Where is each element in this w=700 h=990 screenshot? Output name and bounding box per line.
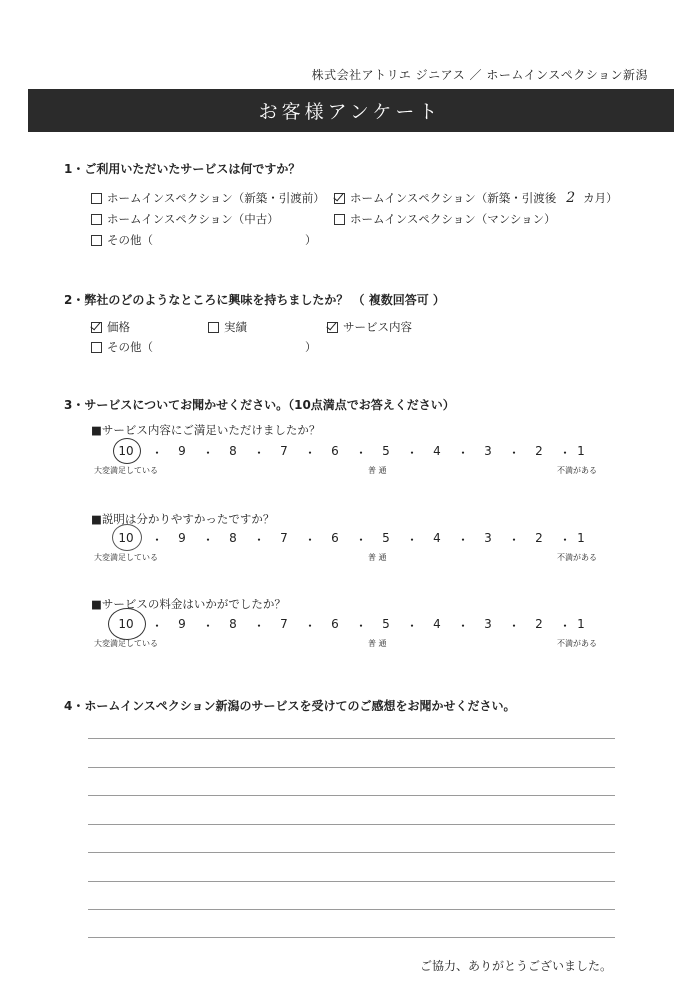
- q3-item-3-dot: ・: [304, 619, 317, 633]
- q2-option-other-checkbox[interactable]: [91, 342, 102, 353]
- q3-item-1-selection-circle: [113, 438, 141, 464]
- comment-line: [88, 824, 615, 825]
- q3-item-1-score-1[interactable]: 1: [577, 444, 585, 458]
- q2-option-other-close: ）: [305, 340, 317, 354]
- q3-item-1-score-10[interactable]: 10: [118, 444, 134, 458]
- q3-item-1-score-8[interactable]: 8: [229, 444, 237, 458]
- q3-item-3-score-10[interactable]: 10: [118, 617, 134, 631]
- q3-item-3-dot: ・: [355, 619, 368, 633]
- q3-item-2-score-7[interactable]: 7: [280, 531, 288, 545]
- q2-option-record[interactable]: [208, 319, 247, 335]
- q2-option-record-checkbox[interactable]: [208, 322, 219, 333]
- q2-option-other[interactable]: [91, 339, 153, 355]
- comment-line: [88, 852, 615, 853]
- q2-option-price[interactable]: [91, 319, 130, 335]
- q1-option-4-checkbox[interactable]: [334, 214, 345, 225]
- q1-option-4[interactable]: [334, 211, 556, 227]
- q1-option-2[interactable]: [334, 190, 618, 206]
- q3-item-1-score-4[interactable]: 4: [433, 444, 441, 458]
- q3-item-2-score-10[interactable]: 10: [118, 531, 134, 545]
- q3-item-2-dot: ・: [355, 533, 368, 547]
- q3-item-1-score-5[interactable]: 5: [382, 444, 390, 458]
- q3-item-1-score-2[interactable]: 2: [535, 444, 543, 458]
- q3-item-1-label-high: 大変満足している: [94, 466, 158, 475]
- q1-option-2-suffix: カ月）: [583, 191, 618, 205]
- q3-item-2-label-mid: 普 通: [368, 553, 387, 562]
- q4-heading: 4・ホームインスペクション新潟のサービスを受けてのご感想をお聞かせください。: [64, 699, 516, 713]
- q1-option-3-label: ホームインスペクション（中古）: [107, 212, 279, 226]
- q3-item-2-dot: ・: [559, 533, 572, 547]
- q1-option-1-label: ホームインスペクション（新築・引渡前）: [107, 191, 325, 205]
- q2-option-service-label: サービス内容: [343, 320, 412, 334]
- q3-heading: 3・サービスについてお聞かせください。（10点満点でお答えください）: [64, 398, 455, 412]
- company-name: 株式会社アトリエ ジニアス ／ ホームインスペクション新潟: [311, 68, 648, 82]
- q3-item-1-dot: ・: [304, 446, 317, 460]
- q1-option-3-checkbox[interactable]: [91, 214, 102, 225]
- q3-item-2-scale[interactable]: [0, 531, 700, 571]
- q1-option-1[interactable]: [91, 190, 325, 206]
- q1-option-2-months-value[interactable]: 2: [566, 190, 576, 206]
- q1-option-1-checkbox[interactable]: [91, 193, 102, 204]
- q3-item-1-score-9[interactable]: 9: [178, 444, 186, 458]
- comment-line: [88, 937, 615, 938]
- q3-item-1-label-low: 不満がある: [557, 466, 597, 475]
- q3-item-1-dot: ・: [202, 446, 215, 460]
- q3-item-1-score-3[interactable]: 3: [484, 444, 492, 458]
- q1-option-other-checkbox[interactable]: [91, 235, 102, 246]
- q2-heading: 2・弊社のどのようなところに興味を持ちましたか？ （ 複数回答可 ）: [64, 293, 445, 307]
- q3-item-1-dot: ・: [559, 446, 572, 460]
- q1-heading: 1・ご利用いただいたサービスは何ですか？: [64, 162, 301, 176]
- q3-item-3-score-3[interactable]: 3: [484, 617, 492, 631]
- q3-item-3-selection-circle: [108, 608, 146, 640]
- q1-option-4-label: ホームインスペクション（マンション）: [350, 212, 556, 226]
- q3-item-3-dot: ・: [559, 619, 572, 633]
- q3-item-3-score-9[interactable]: 9: [178, 617, 186, 631]
- q3-item-1-dot: ・: [406, 446, 419, 460]
- q3-item-3-label-high: 大変満足している: [94, 639, 158, 648]
- comment-line: [88, 795, 615, 796]
- comment-line: [88, 881, 615, 882]
- q1-option-other-close: ）: [305, 233, 317, 247]
- q3-item-1-label-mid: 普 通: [368, 466, 387, 475]
- thanks-message: ご協力、ありがとうございました。: [419, 959, 612, 973]
- comment-line: [88, 767, 615, 768]
- q1-option-other-label: その他（: [107, 233, 153, 247]
- q3-item-3-dot: ・: [253, 619, 266, 633]
- q1-option-3[interactable]: [91, 211, 279, 227]
- q3-item-2-score-4[interactable]: 4: [433, 531, 441, 545]
- q3-item-3-dot: ・: [508, 619, 521, 633]
- q2-option-price-checkbox[interactable]: [91, 322, 102, 333]
- q2-option-record-label: 実績: [224, 320, 247, 334]
- q3-item-3-score-7[interactable]: 7: [280, 617, 288, 631]
- q3-item-2-label-high: 大変満足している: [94, 553, 158, 562]
- q3-item-1-dot: ・: [151, 446, 164, 460]
- q3-item-2-score-3[interactable]: 3: [484, 531, 492, 545]
- q3-item-3-score-8[interactable]: 8: [229, 617, 237, 631]
- page-title: お客様アンケート: [258, 101, 442, 123]
- q1-option-2-checkbox[interactable]: [334, 193, 345, 204]
- q3-item-3-score-5[interactable]: 5: [382, 617, 390, 631]
- q3-item-2-question: ■説明は分かりやすかったですか？: [91, 512, 275, 526]
- q1-option-other[interactable]: [91, 232, 153, 248]
- q3-item-3-score-2[interactable]: 2: [535, 617, 543, 631]
- q3-item-1-dot: ・: [355, 446, 368, 460]
- comment-line: [88, 909, 615, 910]
- q3-item-3-scale[interactable]: [0, 617, 700, 657]
- q3-item-2-score-2[interactable]: 2: [535, 531, 543, 545]
- q3-item-3-dot: ・: [406, 619, 419, 633]
- q3-item-3-dot: ・: [151, 619, 164, 633]
- q3-item-2-dot: ・: [508, 533, 521, 547]
- q2-option-other-label: その他（: [107, 340, 153, 354]
- q3-item-1-dot: ・: [508, 446, 521, 460]
- q3-item-3-question: ■サービスの料金はいかがでしたか？: [91, 597, 286, 611]
- q3-item-3-dot: ・: [457, 619, 470, 633]
- q3-item-1-dot: ・: [253, 446, 266, 460]
- q3-item-3-dot: ・: [202, 619, 215, 633]
- q3-item-1-score-7[interactable]: 7: [280, 444, 288, 458]
- q3-item-2-score-8[interactable]: 8: [229, 531, 237, 545]
- q3-item-2-score-6[interactable]: 6: [331, 531, 339, 545]
- q2-option-price-label: 価格: [107, 320, 130, 334]
- q3-item-3-label-low: 不満がある: [557, 639, 597, 648]
- q3-item-2-dot: ・: [151, 533, 164, 547]
- q1-option-2-label: ホームインスペクション（新築・引渡後: [350, 191, 557, 205]
- q3-item-2-label-low: 不満がある: [557, 553, 597, 562]
- q2-option-service-checkbox[interactable]: [327, 322, 338, 333]
- q3-item-2-score-1[interactable]: 1: [577, 531, 585, 545]
- q3-item-2-dot: ・: [202, 533, 215, 547]
- q3-item-2-dot: ・: [253, 533, 266, 547]
- q3-item-1-score-6[interactable]: 6: [331, 444, 339, 458]
- q3-item-1-dot: ・: [457, 446, 470, 460]
- q3-item-1-question: ■サービス内容にご満足いただけましたか？: [91, 423, 321, 437]
- q3-item-2-dot: ・: [304, 533, 317, 547]
- q2-option-service[interactable]: [327, 319, 412, 335]
- comment-line: [88, 738, 615, 739]
- q3-item-3-score-6[interactable]: 6: [331, 617, 339, 631]
- q3-item-3-score-1[interactable]: 1: [577, 617, 585, 631]
- q3-item-3-score-4[interactable]: 4: [433, 617, 441, 631]
- q3-item-2-dot: ・: [457, 533, 470, 547]
- q3-item-2-score-9[interactable]: 9: [178, 531, 186, 545]
- q3-item-2-score-5[interactable]: 5: [382, 531, 390, 545]
- q3-item-2-dot: ・: [406, 533, 419, 547]
- q3-item-2-selection-circle: [112, 524, 142, 551]
- q3-item-3-label-mid: 普 通: [368, 639, 387, 648]
- q3-item-1-scale[interactable]: [0, 444, 700, 484]
